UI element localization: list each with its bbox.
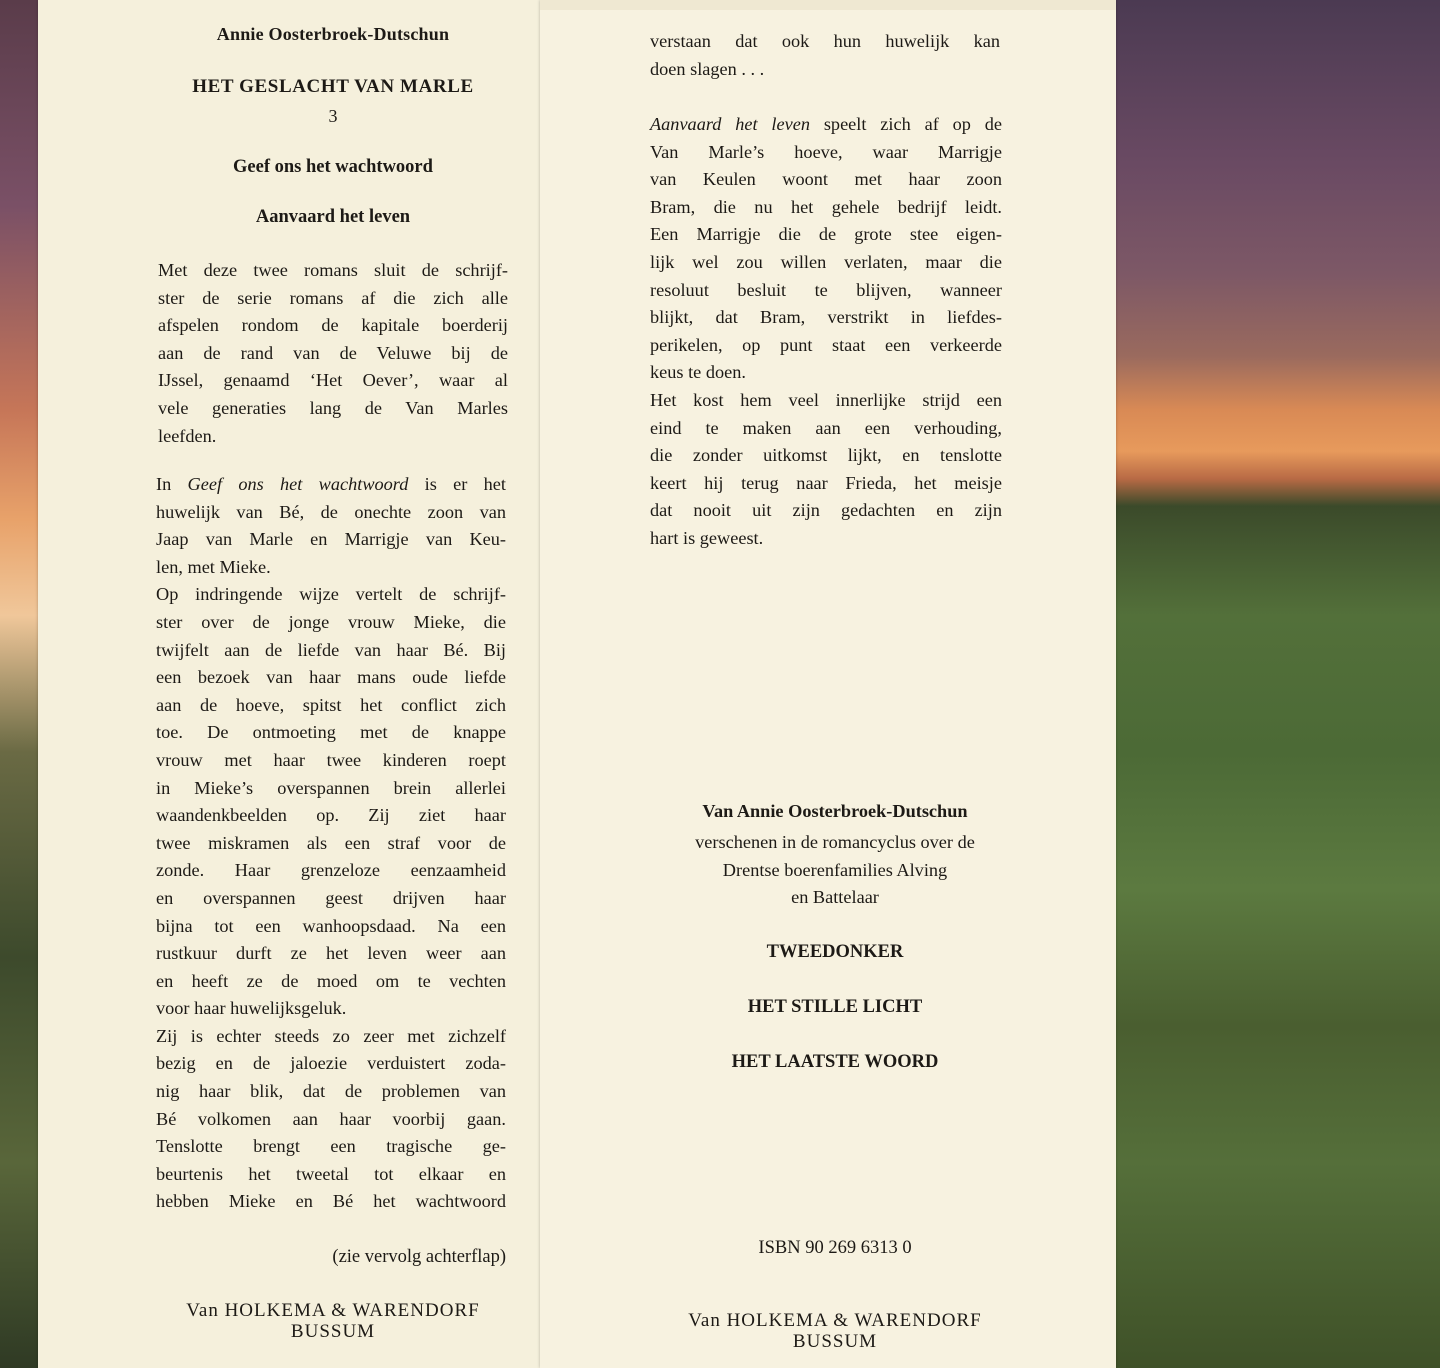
front-flap bbox=[38, 0, 550, 1368]
text-line: voor haar huwelijksgeluk. bbox=[156, 998, 347, 1019]
series-number: 3 bbox=[328, 106, 338, 126]
text-line: blijkt, dat Bram, verstrikt in liefdes- bbox=[650, 307, 1002, 328]
text-line: keert hij terug naar Frieda, het meisje bbox=[650, 472, 1002, 493]
text-line: leefden. bbox=[158, 425, 217, 446]
book-title-1: Geef ons het wachtwoord bbox=[233, 157, 433, 177]
text-line: aan de rand van de Veluwe bij de bbox=[158, 342, 508, 363]
text-line: len, met Mieke. bbox=[156, 556, 271, 577]
summary-paragraph bbox=[156, 471, 506, 1216]
text-line: een bezoek van haar mans oude liefde bbox=[156, 667, 506, 688]
text-line: eind te maken aan een verhouding, bbox=[650, 417, 1002, 438]
text-line: hebben Mieke en Bé het wachtwoord bbox=[156, 1191, 506, 1212]
text-line: toe. De ontmoeting met de knappe bbox=[156, 722, 506, 743]
text-line: lijk wel zou willen verlaten, maar die bbox=[650, 251, 1002, 272]
text-line: van Keulen woont met haar zoon bbox=[650, 169, 1002, 190]
text-line: Bé volkomen aan haar voorbij gaan. bbox=[156, 1108, 506, 1129]
text-line: perikelen, op punt staat een verkeerde bbox=[650, 334, 1002, 355]
back-flap bbox=[540, 0, 1116, 1368]
continued-note: (zie vervolg achterflap) bbox=[332, 1247, 506, 1267]
text-line: Tenslotte brengt een tragische ge- bbox=[156, 1136, 506, 1157]
sequel-paragraph bbox=[650, 111, 1002, 553]
intro-paragraph bbox=[158, 257, 508, 450]
text-line: ster over de jonge vrouw Mieke, die bbox=[156, 611, 506, 632]
text-line: die zonder uitkomst lijkt, en tenslotte bbox=[650, 445, 1002, 466]
text-line: in Mieke’s overspannen brein allerlei bbox=[156, 777, 506, 798]
other-title-3: HET LAATSTE WOORD bbox=[731, 1052, 939, 1072]
text-line: verschenen in de romancyclus over de bbox=[695, 832, 975, 852]
publisher-city: BUSSUM bbox=[290, 1321, 376, 1342]
text-line: vrouw met haar twee kinderen roept bbox=[156, 749, 506, 770]
publisher-city: BUSSUM bbox=[792, 1331, 878, 1352]
publisher-name: Van HOLKEMA & WARENDORF bbox=[186, 1300, 480, 1321]
text-line: dat nooit uit zijn gedachten en zijn bbox=[650, 500, 1002, 521]
text-line: resoluut besluit te blijven, wanneer bbox=[650, 279, 1002, 300]
continued-text bbox=[650, 28, 1000, 83]
text-line: Op indringende wijze vertelt de schrijf- bbox=[156, 584, 506, 605]
text-line-content: In Geef ons het wachtwoord is er het bbox=[156, 474, 506, 494]
text-line: Drentse boerenfamilies Alving bbox=[722, 859, 948, 880]
text-line: beurtenis het tweetal tot elkaar en bbox=[156, 1163, 506, 1184]
text-line: waandenkbeelden op. Zij ziet haar bbox=[156, 805, 506, 826]
text-line: doen slagen . . . bbox=[650, 58, 765, 79]
text-line: zonde. Haar grenzeloze eenzaamheid bbox=[156, 860, 506, 881]
text-line: Bram, die nu het gehele bedrijf leidt. bbox=[650, 196, 1002, 217]
other-title-2: HET STILLE LICHT bbox=[747, 997, 923, 1017]
text-line: ster de serie romans af die zich alle bbox=[158, 287, 508, 308]
publisher-imprint bbox=[148, 1300, 518, 1342]
other-works-heading: Van Annie Oosterbroek-Dutschun bbox=[702, 801, 968, 821]
text-line: en overspannen geest drijven haar bbox=[156, 887, 506, 908]
text-line: en Battelaar bbox=[791, 887, 879, 908]
text-line: Aanvaard het leven speelt zich af op de bbox=[650, 114, 1002, 134]
text-line: twijfelt aan de liefde van haar Bé. Bij bbox=[156, 639, 506, 660]
text-line: nig haar blik, dat de problemen van bbox=[156, 1081, 506, 1102]
text-line: Een Marrigje die de grote stee eigen- bbox=[650, 224, 1002, 245]
text-line: hart is geweest. bbox=[650, 527, 764, 548]
publisher-name: Van HOLKEMA & WARENDORF bbox=[688, 1310, 982, 1331]
publisher-imprint bbox=[650, 1310, 1020, 1352]
series-title: HET GESLACHT VAN MARLE bbox=[192, 76, 474, 97]
text-line: keus te doen. bbox=[650, 362, 746, 383]
text-line: bezig en de jaloezie verduistert zoda- bbox=[156, 1053, 506, 1074]
other-works-description bbox=[540, 829, 1130, 912]
text-line: en heeft ze de moed om te vechten bbox=[156, 970, 506, 991]
text-line: aan de hoeve, spitst het conflict zich bbox=[156, 694, 506, 715]
cover-painting-edge bbox=[0, 0, 40, 1368]
text-line: twee miskramen als een straf voor de bbox=[156, 832, 506, 853]
text-line: huwelijk van Bé, de onechte zoon van bbox=[156, 501, 506, 522]
cover-painting bbox=[1100, 0, 1440, 1368]
isbn: ISBN 90 269 6313 0 bbox=[758, 1238, 912, 1258]
text-line: Met deze twee romans sluit de schrijf- bbox=[158, 260, 508, 280]
text-line: bijna tot een wanhoopsdaad. Na een bbox=[156, 915, 506, 936]
text-line: rustkuur durft ze het leven weer aan bbox=[156, 943, 506, 964]
other-title-1: TWEEDONKER bbox=[766, 942, 904, 962]
text-line: Zij is echter steeds zo zeer met zichzelf bbox=[156, 1025, 506, 1046]
text-line: Het kost hem veel innerlijke strijd een bbox=[650, 389, 1002, 410]
text-line: Jaap van Marle en Marrigje van Keu- bbox=[156, 529, 506, 550]
text-line: verstaan dat ook hun huwelijk kan bbox=[650, 31, 1000, 51]
text-line: afspelen rondom de kapitale boerderij bbox=[158, 315, 508, 336]
book-title-2: Aanvaard het leven bbox=[255, 207, 411, 227]
text-line: vele generaties lang de Van Marles bbox=[158, 397, 508, 418]
text-line: IJssel, genaamd ‘Het Oever’, waar al bbox=[158, 370, 508, 391]
author-name: Annie Oosterbroek-Dutschun bbox=[216, 24, 450, 44]
text-line: Van Marle’s hoeve, waar Marrigje bbox=[650, 141, 1002, 162]
text-line bbox=[156, 471, 506, 499]
